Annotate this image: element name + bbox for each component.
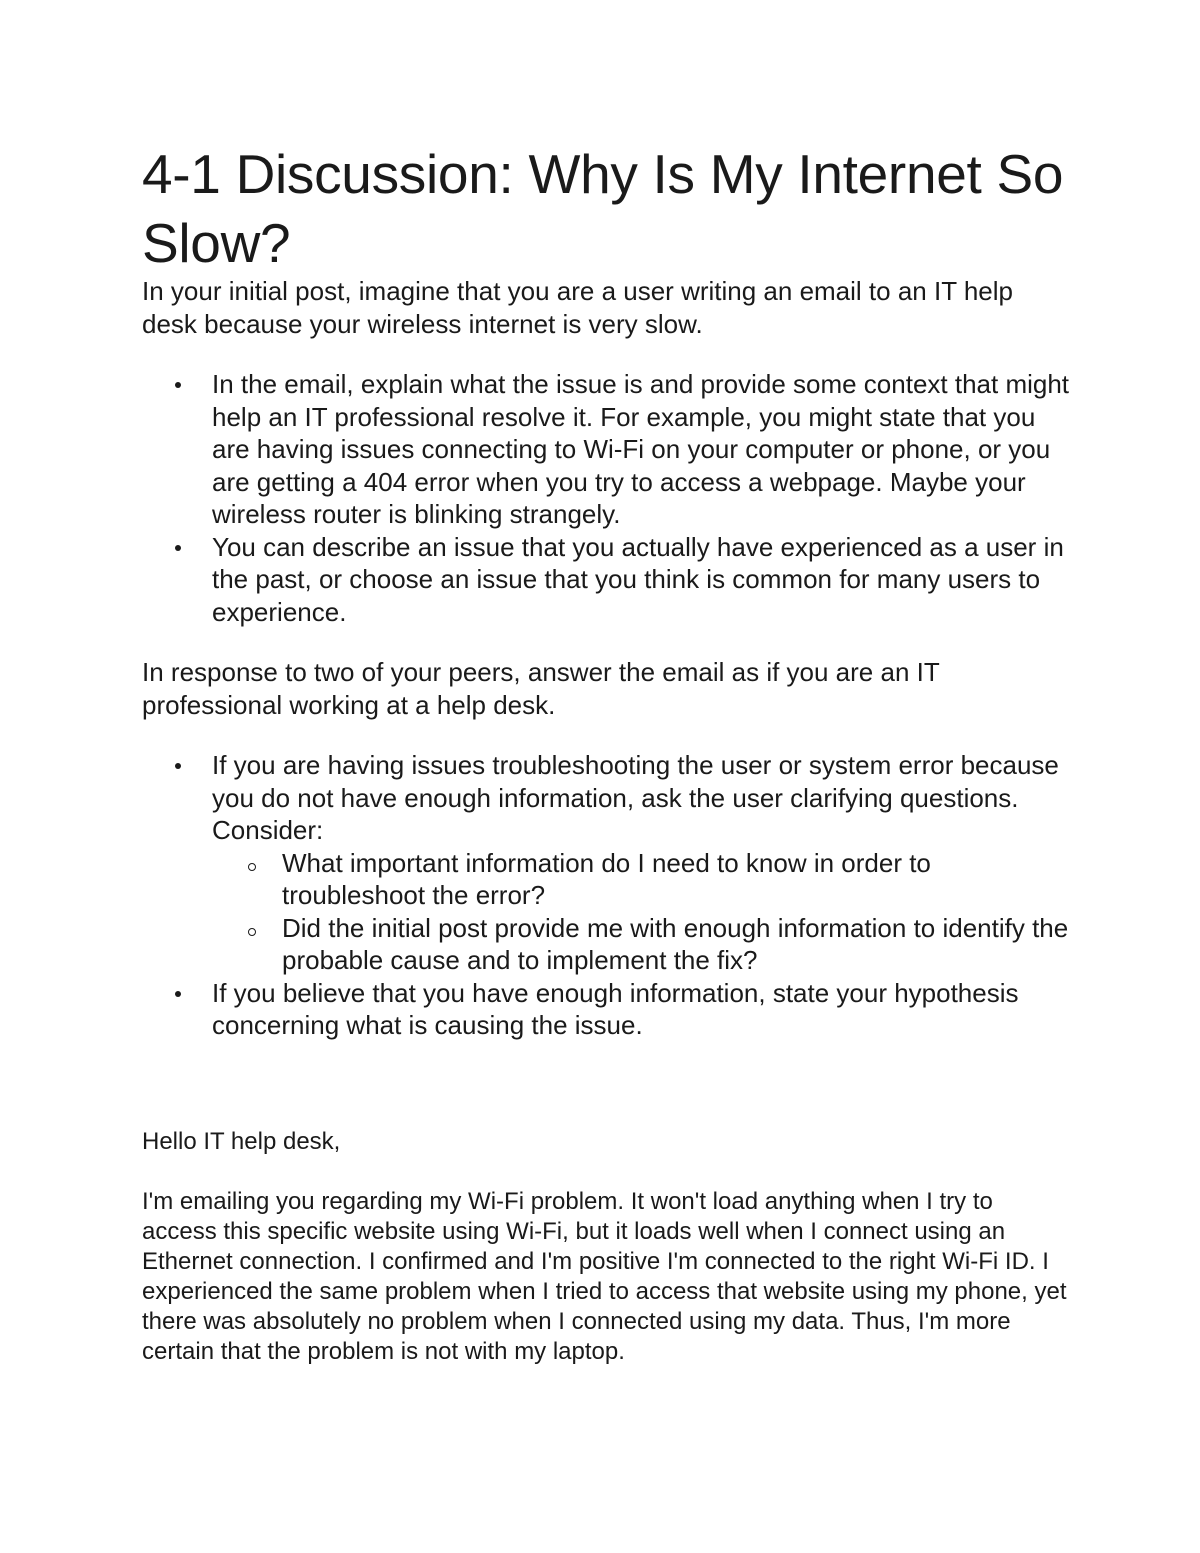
list-item — [142, 749, 1072, 847]
email-body: I'm emailing you regarding my Wi-Fi problem. It won't load anything when I try to access this specific website using Wi-Fi, but it loads well when I connect using an Ethernet connection. I confirmed and I'm positive I'm connected to the right Wi-Fi ID. I experienced the same problem when I tried to access that website using my phone, yet there was absolutely no problem when I connected using my data. Thus, I'm more certain that the problem is not with my laptop. — [142, 1187, 1067, 1365]
sub-list-item: Did the initial post provide me with enough information to identify the probable cause and to implement the fix? — [142, 912, 1072, 977]
sub-list-item: What important information do I need to know in order to troubleshoot the error? — [142, 847, 1072, 912]
list-item: In the email, explain what the issue is and provide some context that might help an IT professional resolve it. For example, you might state that you are having issues connecting to Wi-Fi on your computer or phone, or you are getting a 404 error when you try to access a webpage. Maybe your wireless router is blinking strangely. — [142, 368, 1072, 531]
list-item: If you believe that you have enough information, state your hypothesis concerning what is causing the issue. — [142, 977, 1072, 1042]
response-bullets-continued — [142, 977, 1072, 1042]
list-item-text: If you are having issues troubleshooting the user or system error because you do not have enough information, ask the user clarifying questions. Consider: — [212, 750, 1059, 845]
consider-sublist — [142, 847, 1072, 977]
document-content — [142, 140, 1072, 1367]
list-item: You can describe an issue that you actually have experienced as a user in the past, or choose an issue that you think is common for many users to experience. — [142, 531, 1072, 629]
response-bullets — [142, 749, 1072, 847]
response-paragraph: In response to two of your peers, answer the email as if you are an IT professional working at a help desk. — [142, 657, 940, 720]
page-title: 4-1 Discussion: Why Is My Internet So Slow? — [142, 143, 1064, 274]
intro-paragraph: In your initial post, imagine that you are a user writing an email to an IT help desk because your wireless internet is very slow. — [142, 276, 1013, 339]
email-greeting: Hello IT help desk, — [142, 1127, 341, 1155]
initial-post-bullets — [142, 368, 1072, 628]
